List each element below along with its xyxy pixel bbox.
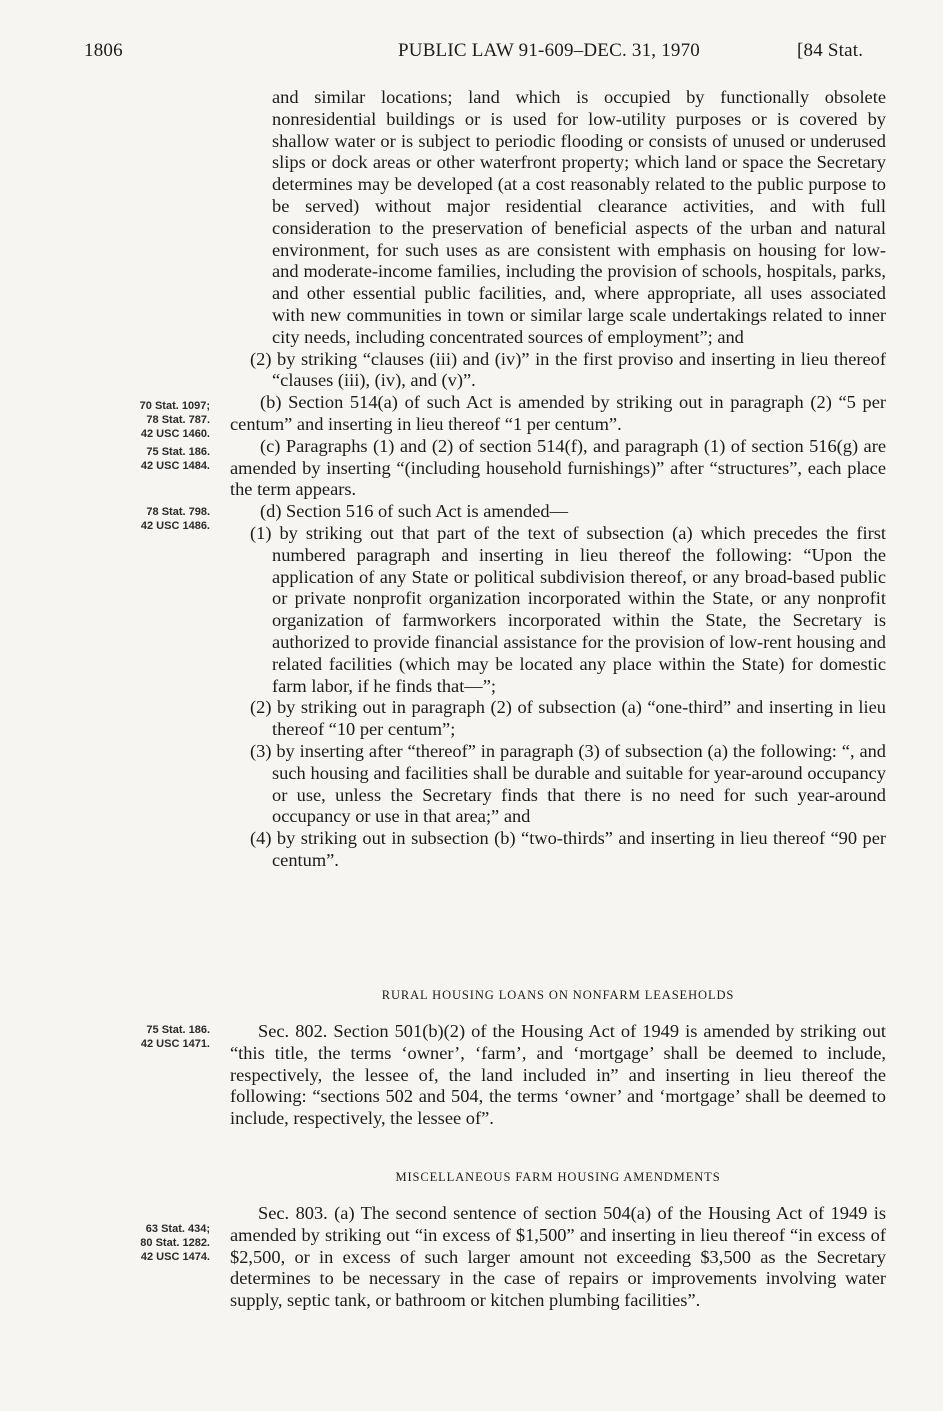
margin-note-line: 80 Stat. 1282. [140,1237,210,1249]
margin-note-line: 78 Stat. 798. [146,506,210,518]
margin-note-line: 42 USC 1484. [140,460,210,472]
subsection-d-item-3: (3) by inserting after “thereof” in paragraph (3) of subsection (a) the following: “, and such housing and facilities shall be durable and suitable for year-around occupancy or use, unless the Secretary finds that there is no need for such year-around occupancy or use in that area;” and [250,740,886,827]
margin-note-citations-4 [60,1023,210,1051]
margin-note-citations-2 [60,445,210,473]
margin-note-citations-1 [60,399,210,441]
subsection-d: (d) Section 516 of such Act is amended— [260,501,568,522]
subsection-c: (c) Paragraphs (1) and (2) of section 514(f), and paragraph (1) of section 516(g) are amended by inserting “(including household furnishings)” after “structures”, each place the term appears. [230,435,886,500]
margin-note-line: 42 USC 1486. [140,520,210,532]
margin-note-line: 75 Stat. 186. [146,446,210,458]
page-header [0,40,943,70]
margin-note-citations-5 [60,1222,210,1264]
margin-note-line: 42 USC 1460. [140,428,210,440]
section-heading-802: RURAL HOUSING LOANS ON NONFARM LEASEHOLDS [381,988,735,1002]
margin-note-line: 75 Stat. 186. [146,1024,210,1036]
running-title: PUBLIC LAW 91-609–DEC. 31, 1970 [398,40,700,61]
margin-note-citations-3 [60,505,210,533]
section-heading-803: MISCELLANEOUS FARM HOUSING AMENDMENTS [395,1170,721,1184]
section-803-block [230,1203,886,1312]
body-text-upper [230,87,886,872]
page-number: 1806 [84,40,123,61]
margin-note-line: 70 Stat. 1097; [139,400,210,412]
margin-note-line: 63 Stat. 434; [145,1223,210,1235]
margin-note-line: 78 Stat. 787. [146,414,210,426]
subsection-b: (b) Section 514(a) of such Act is amended by striking out in paragraph (2) “5 per centum” and inserting in lieu thereof “1 per centum”. [230,392,886,434]
subsection-d-item-4: (4) by striking out in subsection (b) “two-thirds” and inserting in lieu thereof “90 per centum”. [250,828,886,870]
item-2-paragraph: (2) by striking “clauses (iii) and (iv)” in the first proviso and inserting in lieu thereof “clauses (iii), (iv), and (v)”. [250,348,886,391]
section-803-text: Sec. 803. (a) The second sentence of section 504(a) of the Housing Act of 1949 is amended by striking out “in excess of $1,500” and inserting in lieu thereof “in excess of $2,500, or in excess of such larger amount not exceeding $3,500 as the Secretary determines to be necessary in the case of repairs or improvements involving water supply, septic tank, or bathroom or kitchen plumbing facilities”. [230,1203,886,1311]
section-802-text: Sec. 802. Section 501(b)(2) of the Housing Act of 1949 is amended by striking out “this title, the terms ‘owner’, ‘farm’, and ‘mortgage’ shall be deemed to include, respectively, the lessee of, the land included in” and inserting in lieu thereof the following: “sections 502 and 504, the terms ‘owner’ and ‘mortgage’ shall be deemed to include, respectively, the lessee of”. [230,1021,886,1129]
margin-note-line: 42 USC 1471. [140,1038,210,1050]
volume-reference: [84 Stat. [797,40,864,61]
section-802-block [230,1021,886,1130]
continued-paragraph: and similar locations; land which is occupied by functionally obsolete nonresidential buildings or is used for low-utility purposes or is covered by shallow water or is subject to periodic flooding or consists of unused or underused slips or dock areas or other waterfront property; which land or space the Secretary determines may be developed (at a cost reasonably related to the public purpose to be served) without major residential clearance activities, and with full consideration to the preservation of beneficial aspects of the urban and natural environment, for such uses as are consistent with emphasis on housing for low- and moderate-income families, including the provision of schools, hospitals, parks, and other essential public facilities, and, where appropriate, all uses associated with new communities in town or similar large scale undertakings related to inner city needs, including concentrated sources of employment”; and [272,87,886,347]
subsection-d-item-2: (2) by striking out in paragraph (2) of subsection (a) “one-third” and inserting in lieu thereof “10 per centum”; [250,697,886,740]
margin-note-line: 42 USC 1474. [140,1251,210,1263]
subsection-d-item-1: (1) by striking out that part of the text of subsection (a) which precedes the first numbered paragraph and inserting in lieu thereof the following: “Upon the application of any State or political subdivision thereof, or any broad-based public or private nonprofit organization incorporated within the State, or any nonprofit organization of farmworkers incorporated within the State, the Secretary is authorized to provide financial assistance for the provision of low-rent housing and related facilities (which may be located any place within the State) for domestic farm labor, if he finds that—”; [250,522,886,696]
